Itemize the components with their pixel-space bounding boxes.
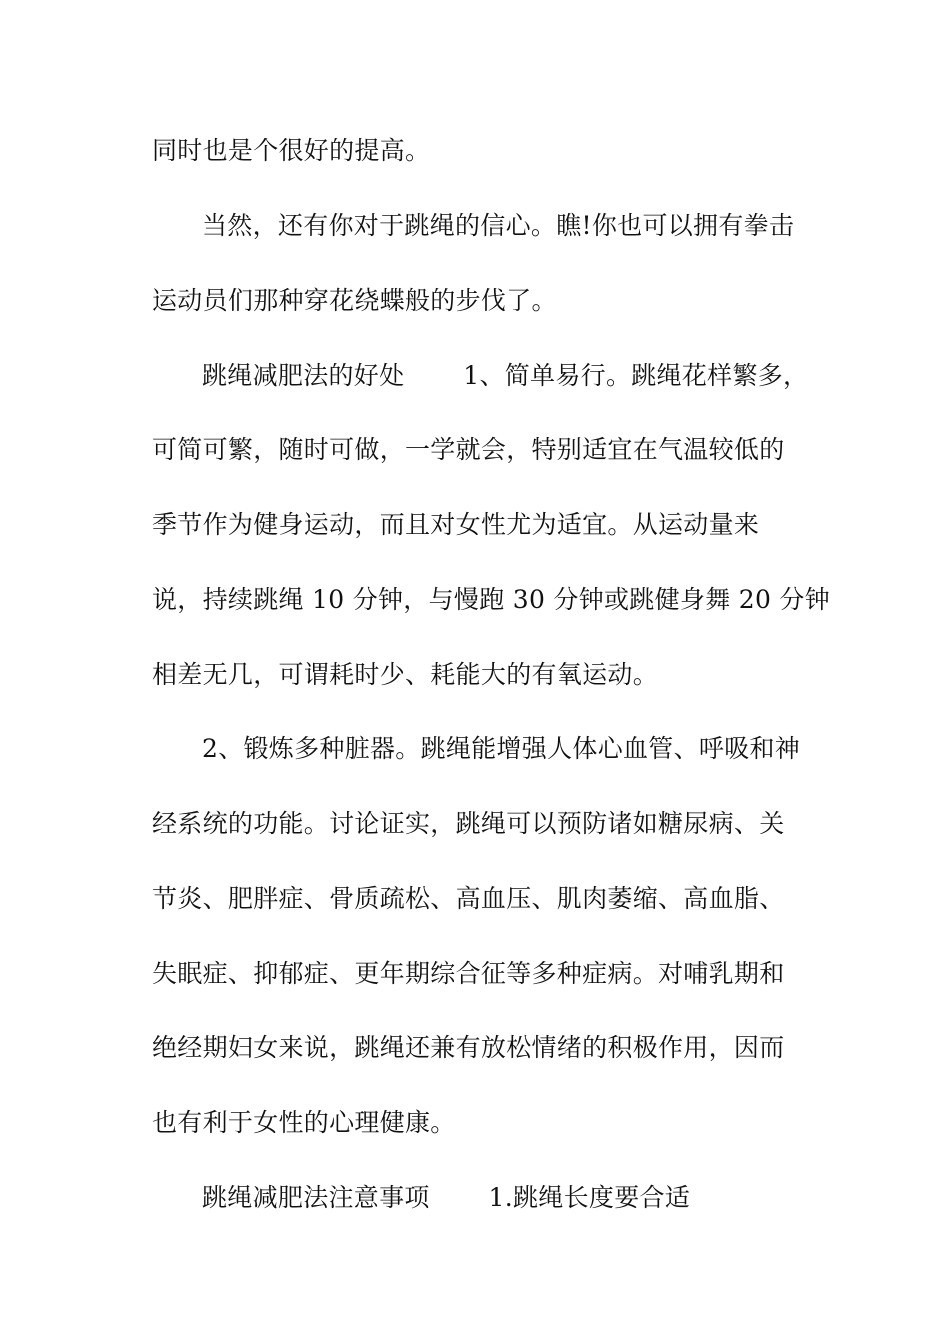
text-line: 运动员们那种穿花绕蝶般的步伐了。 bbox=[152, 286, 557, 315]
text-line: 跳绳减肥法注意事项 1.跳绳长度要合适 bbox=[202, 1183, 691, 1212]
text-line: 说，持续跳绳 10 分钟，与慢跑 30 分钟或跳健身舞 20 分钟 bbox=[152, 585, 831, 614]
text-line: 跳绳减肥法的好处 1、简单易行。跳绳花样繁多， bbox=[202, 361, 809, 390]
text-line: 经系统的功能。讨论证实，跳绳可以预防诸如糖尿病、关 bbox=[152, 809, 785, 838]
text-line: 可简可繁，随时可做，一学就会，特别适宜在气温较低的 bbox=[152, 435, 785, 464]
text-line: 失眠症、抑郁症、更年期综合征等多种症病。对哺乳期和 bbox=[152, 959, 785, 988]
text-line: 相差无几，可谓耗时少、耗能大的有氧运动。 bbox=[152, 660, 659, 689]
text-line: 也有利于女性的心理健康。 bbox=[152, 1108, 456, 1137]
text-line: 绝经期妇女来说，跳绳还兼有放松情绪的积极作用，因而 bbox=[152, 1033, 785, 1062]
text-line: 季节作为健身运动，而且对女性尤为适宜。从运动量来 bbox=[152, 510, 760, 539]
text-line: 节炎、肥胖症、骨质疏松、高血压、肌肉萎缩、高血脂、 bbox=[152, 884, 785, 913]
text-line: 同时也是个很好的提高。 bbox=[152, 136, 431, 165]
text-line: 当然，还有你对于跳绳的信心。瞧!你也可以拥有拳击 bbox=[202, 211, 795, 240]
text-line: 2、锻炼多种脏器。跳绳能增强人体心血管、呼吸和神 bbox=[202, 734, 801, 763]
